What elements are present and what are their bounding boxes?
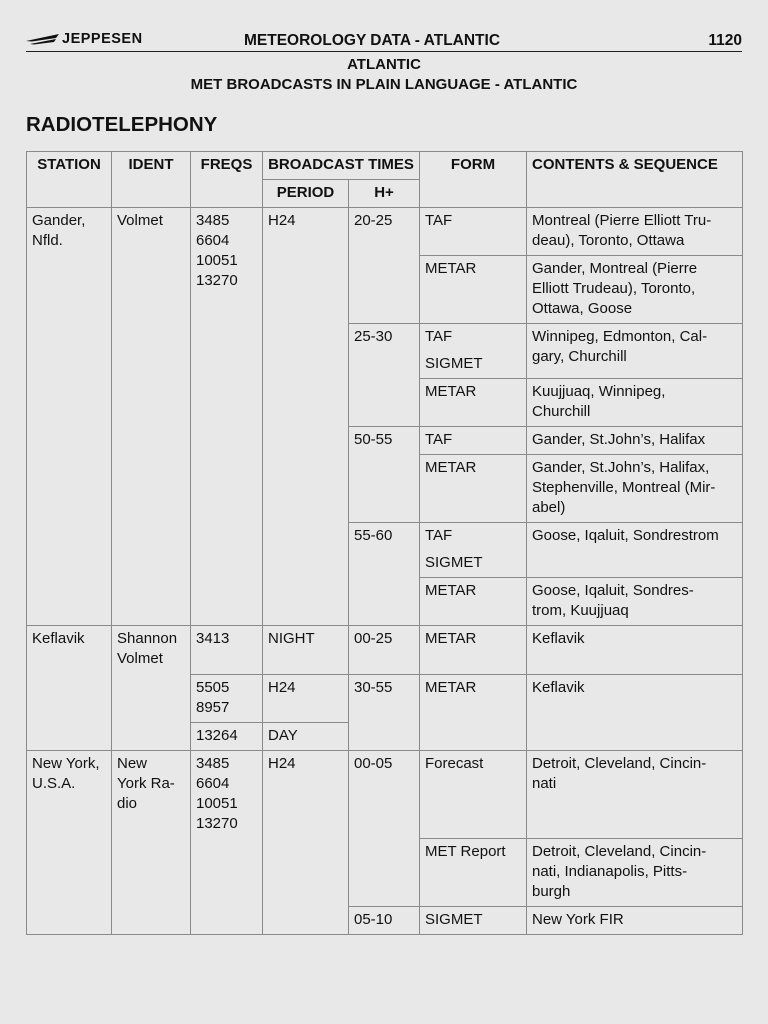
station-cell: Keflavik bbox=[27, 626, 112, 751]
h-plus-cell: 05-10 bbox=[349, 907, 420, 935]
ident-cell: Volmet bbox=[112, 208, 191, 626]
form-label: TAF bbox=[425, 328, 453, 345]
jeppesen-swoosh-icon bbox=[26, 32, 60, 46]
station-cell: New York, U.S.A. bbox=[27, 751, 112, 935]
section-title: RADIOTELEPHONY bbox=[26, 113, 218, 136]
contents-cell: New York FIR bbox=[527, 907, 743, 935]
region-subtitle: ATLANTIC bbox=[347, 56, 421, 73]
freqs-cell: 3413 bbox=[191, 626, 263, 675]
contents-cell: Goose, Iqaluit, Sondrestrom bbox=[527, 523, 743, 578]
contents-cell: Detroit, Cleveland, Cincin- nati bbox=[527, 751, 743, 839]
header-station: STATION bbox=[27, 152, 112, 208]
contents-cell: Keflavik bbox=[527, 626, 743, 675]
station-cell: Gander, Nfld. bbox=[27, 208, 112, 626]
table-row bbox=[27, 751, 743, 839]
h-plus-cell: 55-60 bbox=[349, 523, 420, 626]
form-cell bbox=[420, 324, 527, 379]
contents-cell: Kuujjuaq, Winnipeg, Churchill bbox=[527, 379, 743, 427]
form-cell: METAR bbox=[420, 379, 527, 427]
ident-cell: Shannon Volmet bbox=[112, 626, 191, 751]
form-cell bbox=[420, 523, 527, 578]
contents-cell: Montreal (Pierre Elliott Tru- deau), Toronto, Ottawa bbox=[527, 208, 743, 256]
freqs-cell: 3485 6604 10051 13270 bbox=[191, 208, 263, 626]
contents-cell: Goose, Iqaluit, Sondres- trom, Kuujjuaq bbox=[527, 578, 743, 626]
contents-cell: Winnipeg, Edmonton, Cal- gary, Churchill bbox=[527, 324, 743, 379]
freqs-cell: 3485 6604 10051 13270 bbox=[191, 751, 263, 935]
contents-cell: Gander, St.John’s, Halifax, Stephenville, Montreal (Mir- abel) bbox=[527, 455, 743, 523]
form-label-secondary: SIGMET bbox=[425, 554, 483, 571]
h-plus-cell: 00-05 bbox=[349, 751, 420, 907]
page-number: 1120 bbox=[708, 32, 742, 49]
form-cell: METAR bbox=[420, 455, 527, 523]
header-rule bbox=[26, 51, 742, 52]
jeppesen-logo bbox=[26, 31, 143, 47]
header-freqs: FREQS bbox=[191, 152, 263, 208]
period-cell: H24 bbox=[263, 208, 349, 626]
period-cell: DAY bbox=[263, 723, 349, 751]
header-period: PERIOD bbox=[263, 180, 349, 208]
contents-cell: Keflavik bbox=[527, 675, 743, 751]
form-label-secondary: SIGMET bbox=[425, 355, 483, 372]
form-cell: Forecast bbox=[420, 751, 527, 839]
ident-cell: New York Ra- dio bbox=[112, 751, 191, 935]
form-cell: METAR bbox=[420, 626, 527, 675]
form-cell: TAF bbox=[420, 208, 527, 256]
broadcast-subtitle: MET BROADCASTS IN PLAIN LANGUAGE - ATLANTIC bbox=[190, 76, 578, 93]
met-broadcast-table bbox=[26, 151, 743, 935]
form-label: TAF bbox=[425, 527, 453, 544]
document-title: METEOROLOGY DATA - ATLANTIC bbox=[244, 32, 501, 49]
freqs-cell: 5505 8957 bbox=[191, 675, 263, 723]
form-cell: METAR bbox=[420, 675, 527, 751]
header-form: FORM bbox=[420, 152, 527, 208]
h-plus-cell: 30-55 bbox=[349, 675, 420, 751]
header-broadcast-times: BROADCAST TIMES bbox=[263, 152, 420, 180]
contents-cell: Detroit, Cleveland, Cincin- nati, Indianapolis, Pitts- burgh bbox=[527, 839, 743, 907]
contents-cell: Gander, Montreal (Pierre Elliott Trudeau), Toronto, Ottawa, Goose bbox=[527, 256, 743, 324]
form-cell: METAR bbox=[420, 256, 527, 324]
header-h-plus: H+ bbox=[349, 180, 420, 208]
h-plus-cell: 50-55 bbox=[349, 427, 420, 523]
h-plus-cell: 20-25 bbox=[349, 208, 420, 324]
period-cell: H24 bbox=[263, 675, 349, 723]
freqs-cell: 13264 bbox=[191, 723, 263, 751]
header-contents: CONTENTS & SEQUENCE bbox=[527, 152, 743, 208]
h-plus-cell: 00-25 bbox=[349, 626, 420, 675]
contents-cell: Gander, St.John’s, Halifax bbox=[527, 427, 743, 455]
period-cell: H24 bbox=[263, 751, 349, 935]
table-row bbox=[27, 208, 743, 256]
form-cell: SIGMET bbox=[420, 907, 527, 935]
h-plus-cell: 25-30 bbox=[349, 324, 420, 427]
form-cell: MET Report bbox=[420, 839, 527, 907]
header-ident: IDENT bbox=[112, 152, 191, 208]
logo-text: JEPPESEN bbox=[62, 31, 143, 47]
form-cell: TAF bbox=[420, 427, 527, 455]
period-cell: NIGHT bbox=[263, 626, 349, 675]
table-row bbox=[27, 626, 743, 675]
form-cell: METAR bbox=[420, 578, 527, 626]
